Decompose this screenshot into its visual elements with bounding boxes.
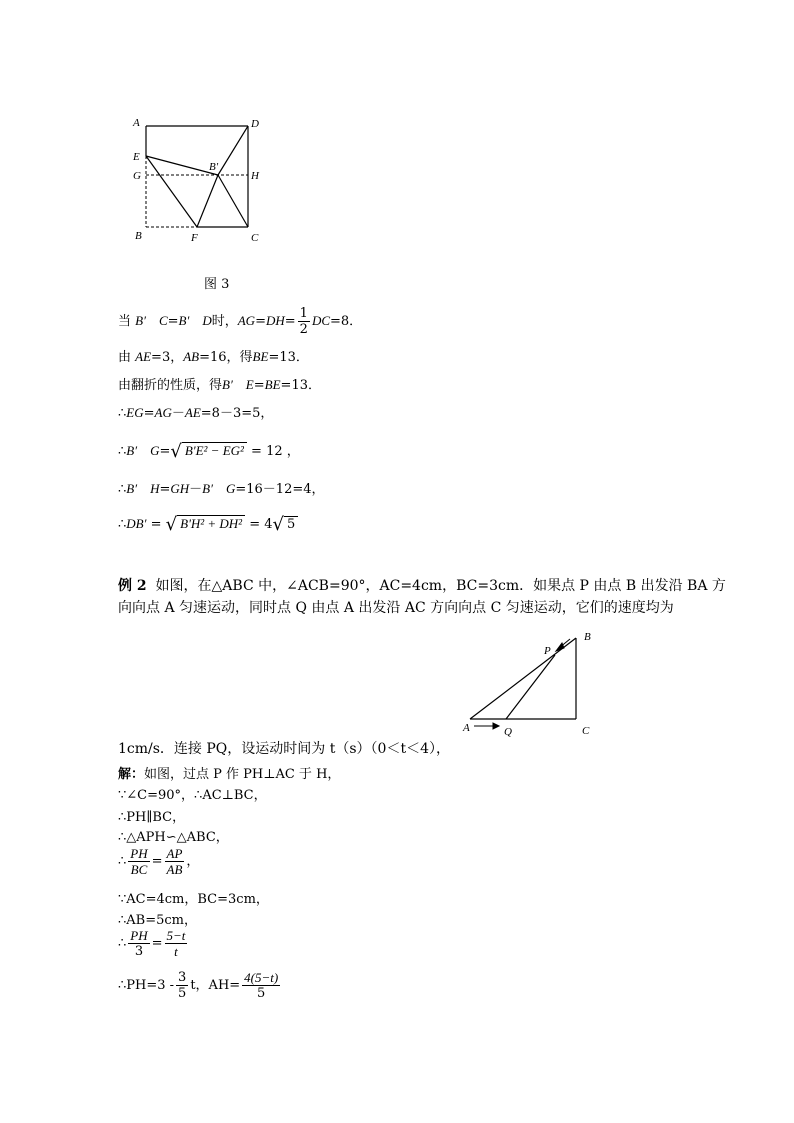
solution-line-9 <box>118 970 282 1001</box>
solution-line-4: ∴△APH∽△ABC， <box>118 830 229 845</box>
var: B′ H <box>126 481 160 496</box>
text: =13． <box>268 350 309 365</box>
step-line-6 <box>118 478 325 497</box>
text: ∴PH=3 - <box>118 978 175 993</box>
step-line-7 <box>118 514 298 535</box>
label-B: B <box>135 230 142 242</box>
radical-sign: √ <box>165 514 178 535</box>
segment-PQ <box>506 655 555 719</box>
text: = <box>255 314 266 329</box>
label-B: B <box>584 631 591 643</box>
segment-EB' <box>146 156 218 175</box>
text: = <box>284 314 296 329</box>
text: =16，得 <box>199 350 253 365</box>
var: AG <box>237 313 256 328</box>
fraction <box>128 928 149 959</box>
radicand: 5 <box>284 516 298 532</box>
segment-EF <box>146 156 197 227</box>
radical-sign: √ <box>170 441 182 462</box>
text: = <box>167 314 179 329</box>
example-line-3 <box>118 738 450 758</box>
text: = <box>253 378 265 393</box>
var: AB <box>183 349 200 364</box>
solution-line-7: ∴AB=5cm， <box>118 913 197 928</box>
label-G: G <box>133 170 141 182</box>
text: 1cm/s．连接 PQ，设运动时间为 t（s）（0＜t＜4）， <box>118 741 450 757</box>
arrow-toward-C <box>474 723 499 729</box>
solution-line-2: ∵∠C=90°，∴AC⊥BC， <box>118 788 267 803</box>
denominator: 5 <box>257 986 266 1001</box>
var: DB′ <box>126 516 147 531</box>
step-line-3 <box>118 374 321 393</box>
text: ∴ <box>118 517 127 532</box>
label-A: A <box>463 722 470 734</box>
text: 向向点 A 匀速运动，同时点 Q 由点 A 出发沿 AC 方向向点 C 匀速运动，它们的速度均为 <box>118 600 674 616</box>
text: = <box>159 444 171 459</box>
var: DC <box>311 313 331 328</box>
numerator: PH <box>130 846 148 861</box>
var: AG <box>154 405 172 420</box>
text: ∴ <box>118 406 127 421</box>
label-A: A <box>133 117 140 129</box>
var: AE <box>184 405 201 420</box>
radicand: B'H² + DH² <box>177 515 245 532</box>
text: = <box>159 482 171 497</box>
text: =13． <box>280 378 321 393</box>
numerator: AP <box>166 846 183 861</box>
arrow-toward-A <box>556 639 570 651</box>
example-line-1 <box>118 575 726 595</box>
text: 如图，过点 P 作 PH⊥AC 于 H， <box>144 767 341 782</box>
label-C: C <box>251 232 259 244</box>
text: =8－3=5， <box>200 406 274 421</box>
step-line-5 <box>118 440 300 462</box>
text: = <box>146 517 166 532</box>
text: =16－12=4， <box>235 482 325 497</box>
text: 由翻折的性质，得 <box>118 378 223 393</box>
var: B′ G <box>202 481 236 496</box>
step-line-2 <box>118 346 309 365</box>
var: B′ E <box>222 377 254 392</box>
solution-line-8 <box>118 928 189 959</box>
text: = <box>151 854 163 869</box>
solution-label: 解： <box>118 767 145 782</box>
text: = 4 <box>245 517 273 532</box>
var: B′ G <box>126 443 160 458</box>
fraction <box>176 970 188 1001</box>
fraction <box>128 846 149 877</box>
text: =8． <box>330 314 363 329</box>
solution-line-5 <box>118 846 199 877</box>
figure-3-diagram <box>128 112 268 247</box>
text: 由 <box>118 350 132 365</box>
text: = <box>143 406 155 421</box>
numerator: 3 <box>178 970 187 985</box>
text: ∴ <box>118 444 127 459</box>
fraction-one-half <box>298 306 310 337</box>
numerator: 4(5−t) <box>244 970 279 985</box>
label-H: H <box>251 170 259 182</box>
denominator: AB <box>166 862 183 877</box>
text: － <box>189 482 203 497</box>
step-line-4 <box>118 402 273 421</box>
label-F: F <box>191 232 198 244</box>
text: ∴ <box>118 936 127 951</box>
var: AE <box>135 349 152 364</box>
text: ∴ <box>118 482 127 497</box>
numerator: 5−t <box>166 928 186 943</box>
label-Q: Q <box>504 726 512 738</box>
var: GH <box>170 481 190 496</box>
label-C: C <box>582 725 590 737</box>
fraction <box>165 928 188 959</box>
text: 如图，在△ABC 中，∠ACB=90°，AC=4cm，BC=3cm．如果点 P 由点 B 出发沿 BA 方 <box>155 578 726 594</box>
var: B′ D <box>178 313 212 328</box>
text: = <box>151 936 163 951</box>
denominator: 3 <box>134 944 144 959</box>
triangle-diagram <box>458 628 598 740</box>
figure-3-caption: 图 3 <box>204 277 230 292</box>
text: ， <box>186 854 200 869</box>
var: DH <box>265 313 285 328</box>
label-E: E <box>133 151 140 163</box>
denominator: 5 <box>178 986 187 1001</box>
var: B′ C <box>135 313 168 328</box>
solution-line-1 <box>118 763 340 782</box>
solution-line-3: ∴PH∥BC， <box>118 810 186 825</box>
text: =3， <box>151 350 184 365</box>
denominator: 2 <box>299 322 308 337</box>
segment-DB' <box>218 126 248 175</box>
text: = 12 ， <box>246 444 300 459</box>
segment-B'C <box>218 175 248 227</box>
label-P: P <box>544 645 551 657</box>
segment-B'F <box>197 175 218 227</box>
denominator: BC <box>130 862 148 877</box>
numerator: 1 <box>299 306 308 321</box>
solution-line-6: ∵AC=4cm，BC=3cm， <box>118 892 269 907</box>
fraction <box>242 970 280 1001</box>
text: t，AH= <box>190 978 241 993</box>
var: EG <box>126 405 144 420</box>
text: 时， <box>211 314 238 329</box>
example-label: 例 2 <box>118 578 147 594</box>
example-line-2 <box>118 597 674 617</box>
var: BE <box>252 349 269 364</box>
radical-sign: √ <box>272 514 284 535</box>
text: ∴ <box>118 854 127 869</box>
radicand: B'E² − EG² <box>182 442 247 459</box>
var: BE <box>264 377 281 392</box>
label-Bprime: B' <box>209 161 219 173</box>
numerator: PH <box>130 928 148 943</box>
label-D: D <box>251 118 259 130</box>
text: － <box>171 406 185 421</box>
segment-AB <box>470 638 576 719</box>
denominator: t <box>174 944 178 959</box>
fraction <box>165 846 185 877</box>
step-line-1 <box>118 306 362 337</box>
text: 当 <box>118 314 132 329</box>
